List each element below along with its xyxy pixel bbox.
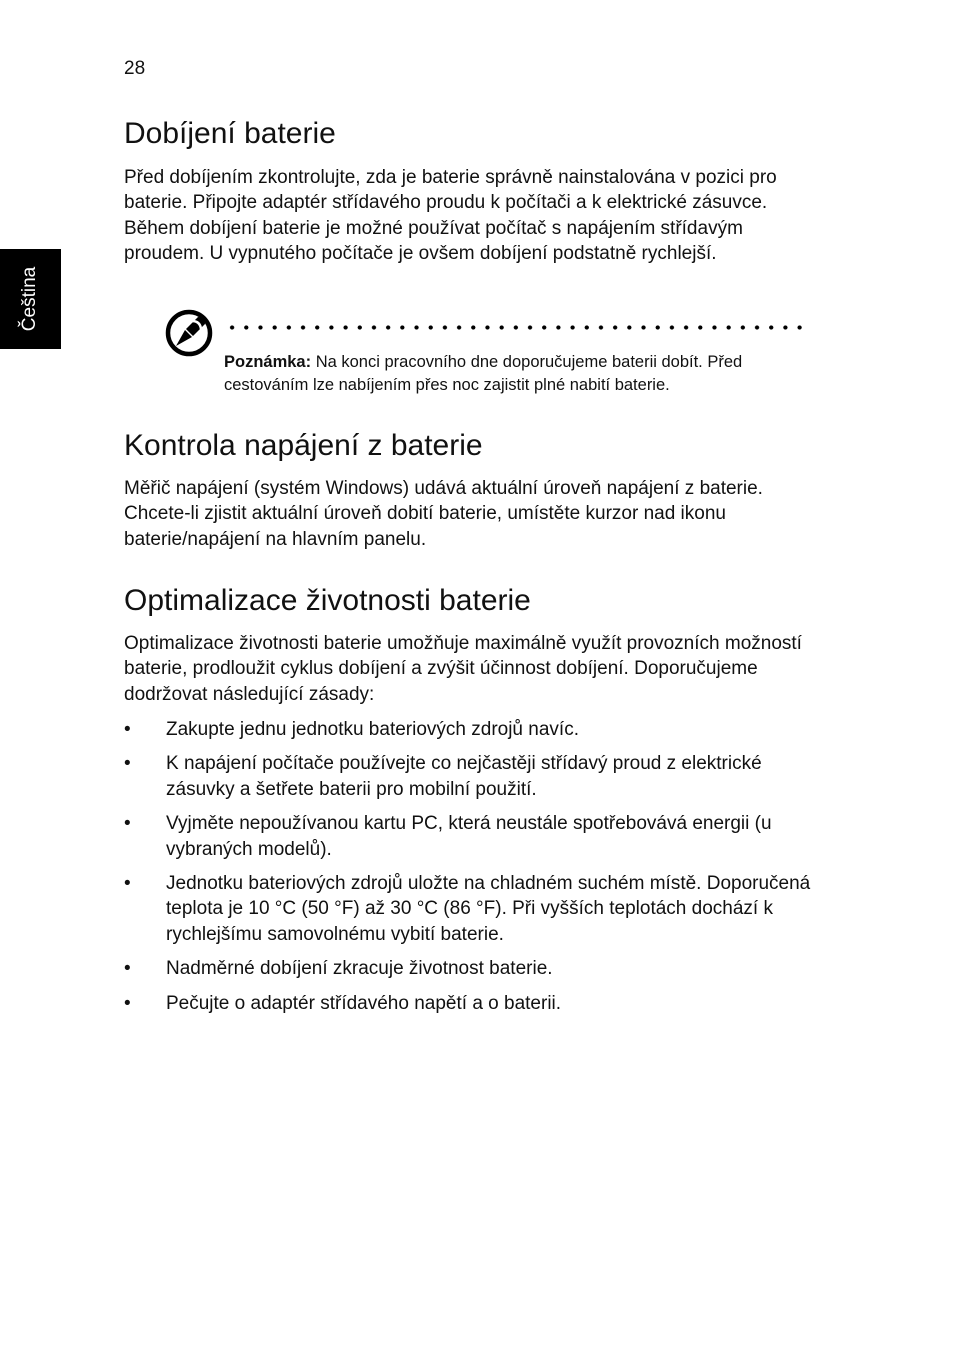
bullet-icon: • [124, 873, 131, 895]
bullet-icon: • [124, 719, 131, 740]
list-item-text: Zakupte jednu jednotku bateriových zdrojů navíc. [166, 719, 579, 740]
section-heading-battery-life: Optimalizace životnosti baterie [124, 584, 531, 617]
language-tab-label: Čeština [19, 266, 40, 332]
list-item [124, 991, 814, 1016]
list-item [124, 871, 814, 947]
note-label: Poznámka: [224, 353, 312, 371]
section-heading-power-check: Kontrola napájení z baterie [124, 429, 483, 462]
bullet-icon: • [124, 992, 131, 1014]
note-body: Na konci pracovního dne doporučujeme baterii dobít. Před cestováním lze nabíjením přes noc zajistit plné nabití baterie. [224, 353, 743, 394]
section-paragraph-charging: Před dobíjením zkontrolujte, zda je baterie správně nainstalována v pozici pro baterie. Připojte adaptér střídavého proudu k počítači a k elektrické zásuvce. Během dobíjení baterie je možné používat počítač s napájením střídavým proudem. U vypnutého počítače je ovšem dobíjení podstatně rychlejší. [124, 167, 777, 265]
section-paragraph-battery-life: Optimalizace životnosti baterie umožňuje maximálně využít provozních možností baterie, prodloužit cyklus dobíjení a zvýšit účinnost dobíjení. Doporučujeme dodržovat následující zásady: [124, 633, 802, 705]
list-item-text: Pečujte o adaptér střídavého napětí a o baterii. [166, 992, 562, 1014]
bullet-icon: • [124, 813, 131, 835]
bullet-icon: • [124, 958, 131, 980]
note-divider [225, 325, 811, 330]
tips-list [124, 717, 814, 1025]
page-number: 28 [124, 58, 146, 79]
list-item-text: Jednotku bateriových zdrojů uložte na chladném suchém místě. Doporučená teplota je 10 °C (50 °F) až 30 °C (86 °F). Při vyšších teplotách dochází k rychlejšímu samovolnému vybití baterie. [166, 873, 811, 945]
list-item-text: Vyjměte nepoužívanou kartu PC, která neustále spotřebovává energii (u vybraných modelů). [166, 813, 772, 860]
section-heading-charging: Dobíjení baterie [124, 117, 336, 150]
bullet-icon: • [124, 753, 131, 775]
list-item [124, 751, 814, 802]
list-item-text: Nadměrné dobíjení zkracuje životnost baterie. [166, 958, 553, 980]
language-tab [0, 249, 61, 349]
list-item [124, 811, 814, 862]
note-icon [165, 309, 213, 357]
list-item-text: K napájení počítače používejte co nejčastěji střídavý proud z elektrické zásuvky a šetřete baterii pro mobilní použití. [166, 753, 762, 800]
note-text [224, 351, 814, 397]
list-item [124, 956, 814, 981]
section-paragraph-power-check: Měřič napájení (systém Windows) udává aktuální úroveň napájení z baterie. Chcete-li zjistit aktuální úroveň dobití baterie, umístěte kurzor nad ikonu baterie/napájení na hlavním panelu. [124, 478, 763, 550]
list-item [124, 717, 814, 742]
